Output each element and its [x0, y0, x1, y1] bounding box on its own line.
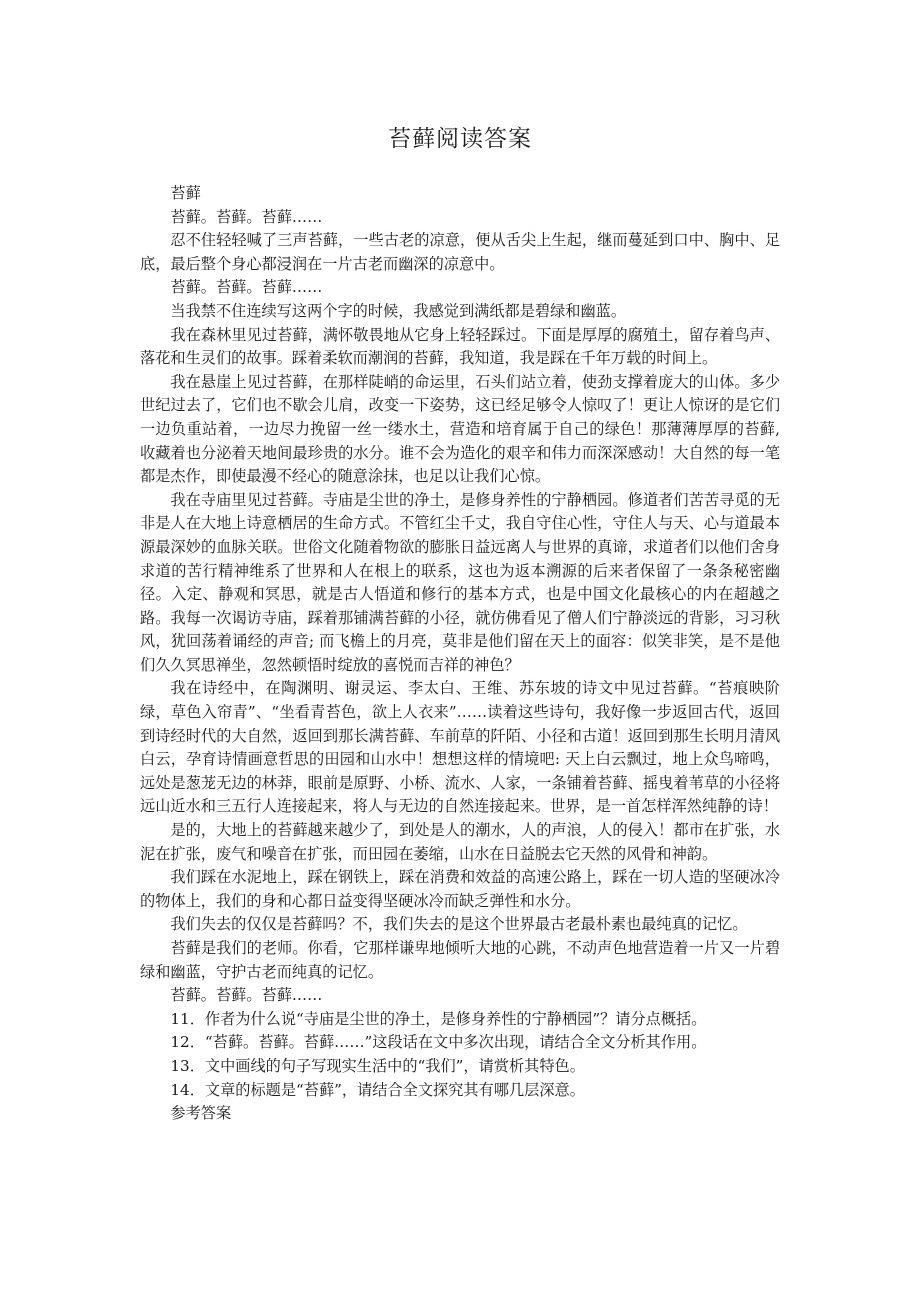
article-body [140, 182, 780, 1126]
paragraph: 苔藓。苔藓。苔藓…… [170, 986, 323, 1005]
question-item: 13．文中画线的句子写现实生活中的“我们”，请赏析其特色。 [170, 1056, 585, 1075]
paragraph: 苔藓 [170, 184, 201, 202]
paragraph: 我们踩在水泥地上，踩在钢铁上，踩在消费和效益的高速公路上，踩在一切人造的坚硬冰冷的物体上，我们的身和心都日益变得坚硬冰冷而缺乏弹性和水分。 [140, 868, 780, 910]
document-title: 苔藓阅读答案 [388, 126, 532, 152]
paragraph: 苔藓。苔藓。苔藓…… [170, 278, 323, 297]
paragraph: 我在诗经中，在陶渊明、谢灵运、李太白、王维、苏东坡的诗文中见过苔藓。“苔痕映阶绿，草色入帘青”、“坐看青苔色，欲上人衣来”……读着这些诗句，我好像一步返回古代，返回到诗经时代的大自然，返回到那长满苔藓、车前草的阡陌、小径和古道！返回到那生长明月清风白云，孕育诗情画意哲思的田园和山水中！想想这样的情境吧: 天上白云飘过，地上众鸟啼鸣，远处是葱茏无边的林莽，眼前是原野、小桥、流水、人家，一条铺着苔藓、摇曳着苇草的小径将远山近水和三五行人连接起来，将人与无边的自然连接起来。世界，是一首怎样浑然纯静的诗！ [140, 679, 780, 816]
paragraph: 我们失去的仅仅是苔藓吗？不，我们失去的是这个世界最古老最朴素也最纯真的记忆。 [170, 915, 748, 934]
paragraph: 当我禁不住连续写这两个字的时候，我感觉到满纸都是碧绿和幽蓝。 [170, 301, 627, 320]
paragraph: 是的，大地上的苔藓越来越少了，到处是人的潮水，人的声浪，人的侵入！都市在扩张，水泥在扩张，废气和噪音在扩张，而田园在萎缩，山水在日益脱去它天然的风骨和神韵。 [140, 821, 780, 863]
paragraph: 我在悬崖上见过苔藓，在那样陡峭的命运里，石头们站立着，使劲支撑着庞大的山体。多少世纪过去了，它们也不歇会儿肩，改变一下姿势，这已经足够令人惊叹了！更让人惊讶的是它们一边负重站着，一边尽力挽留一丝一缕水土，营造和培育属于自己的绿色！那薄薄厚厚的苔藓,收藏着也分泌着天地间最珍贵的水分。谁不会为造化的艰辛和伟力而深深感动！大自然的每一笔都是杰作，即使最漫不经心的随意涂抹，也足以让我们心惊。 [140, 372, 780, 486]
answer-heading: 参考答案 [170, 1104, 232, 1123]
paragraph: 忍不住轻轻喊了三声苔藓，一些古老的凉意，便从舌尖上生起，继而蔓延到口中、胸中、足底，最后整个身心都浸润在一片古老而幽深的凉意中。 [140, 231, 780, 273]
paragraph: 我在寺庙里见过苔藓。寺庙是尘世的净土，是修身养性的宁静栖园。修道者们苦苦寻觅的无非是人在大地上诗意栖居的生命方式。不管红尘千丈，我自守住心性，守住人与天、心与道最本源最深妙的血脉关联。世俗文化随着物欲的膨胀日益远离人与世界的真谛，求道者们以他们舍身求道的苦行精神维系了世界和人在根上的联系，这也为返本溯源的后来者保留了一条条秘密幽径。入定、静观和冥思，就是古人悟道和修行的基本方式，也是中国文化最核心的内在超越之路。我每一次谒访寺庙，踩着那铺满苔藓的小径，就仿佛看见了僧人们宁静淡远的背影，习习秋风，犹回荡着诵经的声音; 而飞檐上的月亮，莫非是他们留在天上的面容：似笑非笑，是不是他们久久冥思禅坐，忽然顿悟时绽放的喜悦而吉祥的神色？ [140, 490, 780, 674]
question-item: 14．文章的标题是“苔藓”，请结合全文探究其有哪几层深意。 [170, 1080, 585, 1099]
question-item: 12．“苔藓。苔藓。苔藓……”这段话在文中多次出现，请结合全文分析其作用。 [170, 1033, 707, 1052]
paragraph: 我在森林里见过苔藓，满怀敬畏地从它身上轻轻踩过。下面是厚厚的腐殖土，留存着鸟声、落花和生灵们的故事。踩着柔软而潮润的苔藓，我知道，我是踩在千年万载的时间上。 [140, 325, 780, 368]
paragraph: 苔藓是我们的老师。你看，它那样谦卑地倾听大地的心跳，不动声色地营造着一片又一片碧绿和幽蓝，守护古老而纯真的记忆。 [140, 939, 780, 981]
paragraph: 苔藓。苔藓。苔藓…… [170, 207, 323, 226]
question-item: 11．作者为什么说“寺庙是尘世的净土，是修身养性的宁静栖园”？请分点概括。 [170, 1009, 707, 1028]
